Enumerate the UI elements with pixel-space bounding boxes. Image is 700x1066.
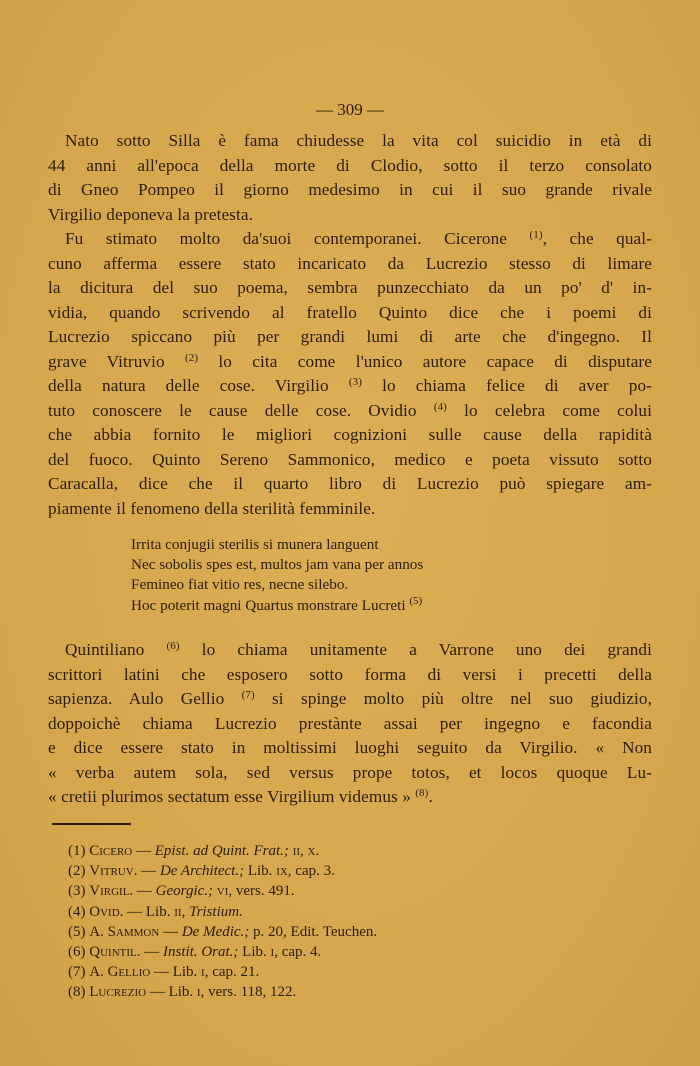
text-run: cuno afferma essere stato incaricato da Lucrezio stesso di limare (48, 253, 652, 273)
text-run: , cap. 3. (287, 863, 335, 880)
text-run: — (137, 863, 160, 880)
footnote-divider (52, 823, 131, 825)
text-run: , cap. 4. (274, 944, 322, 961)
text-line (48, 712, 652, 737)
work-title: Tristium. (189, 903, 243, 920)
author-name: ii (174, 903, 182, 920)
text-run: (5) (68, 923, 90, 940)
text-run: Lib. (244, 863, 277, 880)
text-run: scrittori latini che esposero sotto forma di versi i precetti della (48, 664, 652, 684)
page-number: — 309 — (316, 100, 384, 119)
author-name: Cicero (89, 843, 133, 859)
text-run: Fu stimato molto da'suoi contemporanei. Cicerone (65, 229, 530, 248)
text-run: si spinge molto più oltre nel suo giudizio, (254, 689, 652, 709)
text-line (48, 761, 652, 786)
text-run: — (133, 883, 156, 900)
text-line (48, 203, 652, 228)
text-run: (7) (68, 964, 90, 981)
text-line (48, 129, 652, 154)
text-run: — Lib. (146, 984, 197, 1001)
text-run: (1) (68, 843, 90, 859)
footnote-ref: (3) (348, 376, 362, 389)
text-run: , che qual- (542, 229, 652, 248)
footnote (68, 861, 377, 881)
text-line (48, 374, 652, 399)
text-run: Lib. (238, 944, 271, 961)
text-run: Irrita conjugii sterilis si munera languent (131, 536, 379, 553)
footnote (68, 982, 377, 1002)
text-run: — Lib. (150, 964, 202, 981)
latin-verse-quote (131, 535, 423, 616)
text-run: vidia, quando scrivendo al fratello Quinto dice che i poemi di (48, 302, 652, 322)
text-line (48, 301, 652, 326)
text-run: Quintiliano (65, 640, 167, 659)
verse-line (131, 596, 423, 616)
text-run: p. 20, Edit. Teuchen. (249, 923, 378, 940)
text-run: del fuoco. Quinto Sereno Sammonico, medico e poeta vissuto sotto (48, 449, 652, 469)
text-line (48, 325, 652, 350)
text-run: 44 anni all'epoca della morte di Clodio, sotto il terzo consolato (48, 155, 652, 175)
text-line (48, 736, 652, 761)
text-run: — (132, 843, 155, 859)
text-run: Lucrezio spiccano più per grandi lumi di arte che d'ingegno. Il (48, 327, 652, 347)
work-title: De Architect.; (159, 863, 245, 880)
author-name: i (201, 964, 205, 981)
author-name: Lucrezio (89, 984, 147, 1001)
footnote (68, 942, 377, 962)
footnotes (68, 841, 377, 1003)
text-run: (3) (68, 883, 90, 900)
verse-line (131, 555, 423, 575)
footnote (68, 922, 377, 942)
text-run: doppoichè chiama Lucrezio prestànte assai per ingegno e facondia (48, 713, 652, 733)
text-run: — (140, 944, 163, 961)
text-line (48, 497, 652, 522)
author-name: ix (276, 863, 288, 880)
footnote-ref: (1) (529, 229, 543, 241)
text-run: — Lib. (123, 903, 175, 920)
text-line (48, 638, 652, 663)
text-run: — (159, 923, 182, 940)
text-run: (6) (68, 944, 90, 961)
text-run: lo chiama unitamente a Varrone uno dei grandi (179, 640, 652, 659)
work-title: Instit. Orat.; (163, 944, 239, 961)
author-name: Ovid. (89, 903, 124, 920)
footnote (68, 841, 377, 861)
text-run: . (428, 787, 433, 807)
text-run: , vers. 491. (228, 883, 295, 900)
work-title: Georgic.; (155, 883, 214, 900)
author-name: vi (216, 883, 229, 900)
footnote-ref: (8) (415, 787, 429, 800)
footnote-ref: (4) (433, 400, 447, 413)
text-line (48, 252, 652, 277)
author-name: i (270, 944, 275, 961)
text-run: la dicitura del suo poema, sembra punzecchiato da un po' d' in- (48, 278, 652, 298)
text-line (48, 154, 652, 179)
text-line (48, 448, 652, 473)
work-title: De Medic.; (181, 923, 250, 940)
text-run: piamente il fenomeno della sterilità femminile. (48, 499, 376, 519)
work-title: Epist. ad Quint. Frat.; (154, 843, 289, 859)
author-name: i (196, 984, 201, 1001)
text-line (48, 785, 652, 810)
paragraph-3 (48, 638, 652, 810)
text-line (48, 227, 652, 252)
author-name: A. Gellio (89, 964, 151, 981)
footnote-ref: (5) (409, 594, 423, 607)
text-run: tuto conoscere le cause delle cose. Ovidio (48, 400, 434, 420)
text-line (48, 178, 652, 203)
text-run: Femineo fiat vitio res, necne silebo. (131, 576, 349, 594)
author-name: ii, x. (292, 843, 320, 859)
footnote-ref: (6) (166, 640, 180, 652)
footnote-ref: (2) (184, 351, 199, 364)
text-run: , vers. 118, 122. (200, 984, 297, 1001)
footnote (68, 881, 377, 901)
author-name: Virgil. (89, 883, 134, 900)
text-run: Hoc poterit magni Quartus monstrare Lucreti (131, 596, 410, 614)
footnote (68, 962, 377, 982)
author-name: Vitruv. (89, 863, 138, 880)
text-line (48, 276, 652, 301)
text-run: Caracalla, dice che il quarto libro di Lucrezio può spiegare am- (48, 474, 652, 494)
text-run: (2) (68, 863, 90, 880)
text-run: di Gneo Pompeo il giorno medesimo in cui il suo grande rivale (48, 180, 652, 200)
text-run: « verba autem sola, sed versus prope totos, et locos quoque Lu- (48, 762, 652, 782)
text-line (48, 399, 652, 424)
text-line (48, 663, 652, 688)
author-name: Quintil. (89, 944, 141, 961)
text-run: lo celebra come colui (446, 400, 652, 420)
text-run: Nato sotto Silla è fama chiudesse la vita col suicidio in età di (65, 131, 652, 150)
text-run: della natura delle cose. Virgilio (48, 376, 349, 396)
paragraph-2 (48, 227, 652, 522)
text-run: Virgilio deponeva la pretesta. (48, 204, 253, 224)
text-run: lo cita come l'unico autore capace di disputare (198, 351, 652, 371)
author-name: A. Sammon (89, 923, 160, 940)
text-run: che abbia fornito le migliori cognizioni sulle cause della rapidità (48, 425, 652, 445)
footnote-ref: (7) (241, 689, 255, 702)
text-line (48, 687, 652, 712)
text-run: e dice essere stato in moltissimi luoghi seguito da Virgilio. « Non (48, 738, 652, 758)
text-run: , cap. 21. (204, 964, 260, 981)
verse-line (131, 535, 423, 555)
text-run: grave Vitruvio (48, 351, 185, 371)
text-run: (4) (68, 903, 90, 920)
text-run: sapienza. Aulo Gellio (48, 689, 242, 709)
verse-line (131, 575, 423, 595)
text-run: « cretii plurimos sectatum esse Virgilium videmus » (48, 787, 416, 807)
footnote (68, 902, 377, 922)
text-run: , (181, 903, 190, 920)
text-line (48, 350, 652, 375)
text-line (48, 472, 652, 497)
paragraph-1 (48, 129, 652, 227)
text-line (48, 423, 652, 448)
text-run: Nec sobolis spes est, multos jam vana per annos (131, 556, 424, 574)
text-run: (8) (68, 984, 90, 1001)
text-run: lo chiama felice di aver po- (361, 376, 652, 396)
